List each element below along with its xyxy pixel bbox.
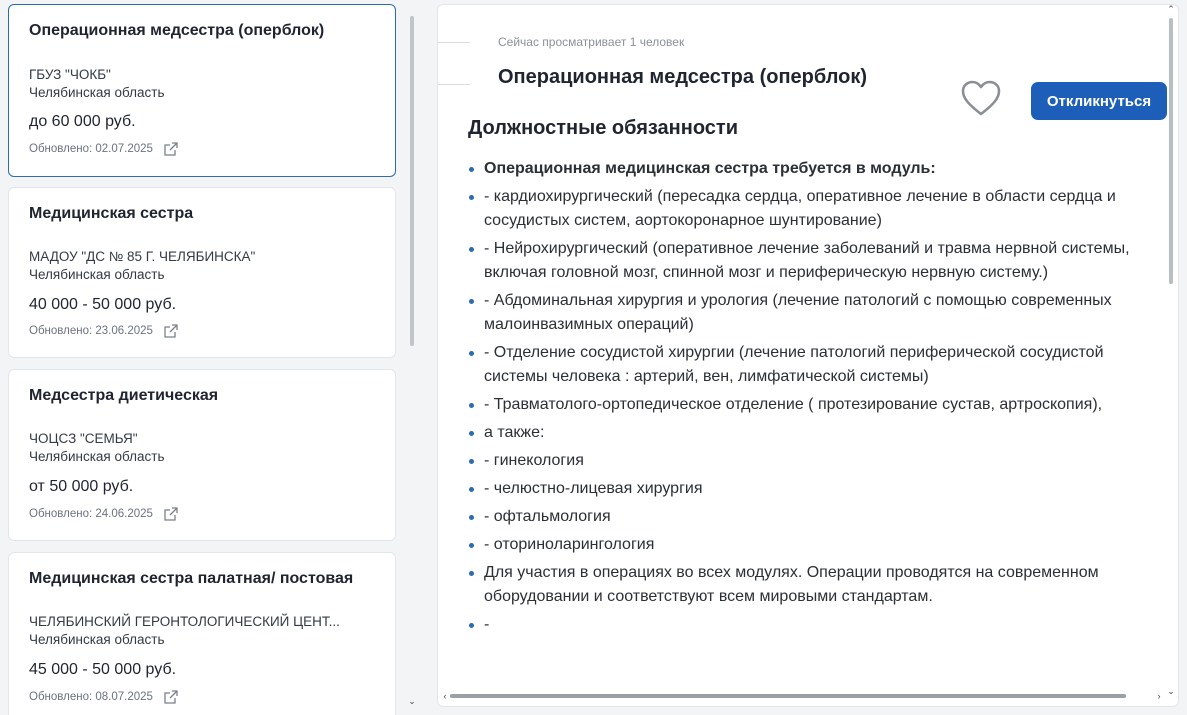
vacancy-updated-text: Обновлено: 02.07.2025 bbox=[29, 143, 153, 155]
scroll-right-arrow-icon[interactable]: › bbox=[1157, 691, 1161, 701]
detail-scrollbar-thumb[interactable] bbox=[1169, 18, 1173, 284]
heart-outline-icon[interactable] bbox=[960, 79, 1002, 119]
list-item: а также: bbox=[468, 421, 1148, 445]
divider bbox=[438, 42, 470, 43]
apply-button[interactable]: Откликнуться bbox=[1031, 82, 1167, 120]
vacancy-list bbox=[0, 0, 420, 715]
vacancy-card[interactable] bbox=[8, 369, 396, 541]
scroll-left-arrow-icon[interactable]: ‹ bbox=[443, 691, 447, 701]
viewers-count: Сейчас просматривает 1 человек bbox=[498, 35, 685, 49]
list-item: Для участия в операциях во всех модулях. Операции проводятся на современном оборудовании и соответствуют всем мировыми стандартам. bbox=[468, 561, 1148, 609]
horizontal-scrollbar-thumb[interactable] bbox=[450, 694, 1126, 698]
vacancy-updated bbox=[29, 506, 179, 522]
external-link-icon[interactable] bbox=[163, 323, 179, 339]
external-link-icon[interactable] bbox=[163, 689, 179, 705]
vacancy-region: Челябинская область bbox=[29, 449, 165, 464]
vacancy-updated-text: Обновлено: 08.07.2025 bbox=[29, 691, 153, 703]
vacancy-card[interactable] bbox=[8, 187, 396, 358]
list-item: - Нейрохирургический (оперативное лечение заболеваний и травма нервной системы, включая головной мозг, спинной мозг и периферическую нервную систему.) bbox=[468, 237, 1148, 285]
vacancy-updated bbox=[29, 323, 179, 339]
vacancy-card[interactable] bbox=[8, 552, 396, 715]
section-heading: Должностные обязанности bbox=[468, 117, 738, 139]
vacancy-region: Челябинская область bbox=[29, 85, 165, 100]
vacancy-title[interactable]: Медсестра диетическая bbox=[29, 387, 219, 404]
vacancy-updated bbox=[29, 141, 179, 157]
detail-scrollbar[interactable] bbox=[1164, 4, 1176, 696]
vacancy-detail-panel bbox=[437, 4, 1179, 707]
duties-list bbox=[468, 157, 1148, 641]
list-item: - кардиохирургический (пересадка сердца, оперативное лечение в области сердца и сосудистых систем, аортокоронарное шунтирование) bbox=[468, 185, 1148, 233]
scroll-down-arrow-icon[interactable]: ⌄ bbox=[408, 696, 416, 706]
vacancy-card[interactable] bbox=[8, 4, 396, 177]
page-title: Операционная медсестра (оперблок) bbox=[498, 66, 868, 88]
vacancy-title[interactable]: Медицинская сестра bbox=[29, 205, 194, 222]
vacancy-title[interactable]: Операционная медсестра (оперблок) bbox=[29, 22, 325, 39]
list-item: - Травматолого-ортопедическое отделение ( протезирование сустав, артроскопия), bbox=[468, 393, 1148, 417]
external-link-icon[interactable] bbox=[163, 141, 179, 157]
detail-horizontal-scrollbar[interactable] bbox=[440, 691, 1164, 701]
list-item: - Абдоминальная хирургия и урология (лечение патологий с помощью современных малоинвазимных операций) bbox=[468, 289, 1148, 337]
external-link-icon[interactable] bbox=[163, 506, 179, 522]
list-item: Операционная медицинская сестра требуется в модуль: bbox=[468, 157, 1148, 181]
list-scrollbar[interactable] bbox=[408, 6, 416, 706]
vacancy-region: Челябинская область bbox=[29, 632, 165, 647]
divider bbox=[438, 84, 470, 85]
list-item: - офтальмология bbox=[468, 505, 1148, 529]
vacancy-updated bbox=[29, 689, 179, 705]
vacancy-employer: ЧОЦСЗ "СЕМЬЯ" bbox=[29, 431, 138, 446]
list-item: - оториноларингология bbox=[468, 533, 1148, 557]
list-item: - гинекология bbox=[468, 449, 1148, 473]
vacancy-salary: до 60 000 руб. bbox=[29, 113, 136, 130]
vacancy-employer: МАДОУ "ДС № 85 Г. ЧЕЛЯБИНСКА" bbox=[29, 249, 256, 264]
list-item: - Отделение сосудистой хирургии (лечение патологий периферической сосудистой системы человека : артерий, вен, лимфатической системы) bbox=[468, 341, 1148, 389]
vacancy-region: Челябинская область bbox=[29, 267, 165, 282]
list-scrollbar-thumb[interactable] bbox=[410, 16, 414, 346]
vacancy-title[interactable]: Медицинская сестра палатная/ постовая bbox=[29, 570, 354, 587]
vacancy-updated-text: Обновлено: 24.06.2025 bbox=[29, 508, 153, 520]
list-item: - челюстно-лицевая хирургия bbox=[468, 477, 1148, 501]
scroll-up-arrow-icon[interactable]: ⌃ bbox=[1167, 4, 1175, 14]
vacancy-employer: ЧЕЛЯБИНСКИЙ ГЕРОНТОЛОГИЧЕСКИЙ ЦЕНТ... bbox=[29, 614, 340, 629]
vacancy-salary: 40 000 - 50 000 руб. bbox=[29, 296, 177, 313]
list-item: - bbox=[468, 613, 1148, 637]
scroll-down-arrow-icon[interactable]: ⌄ bbox=[1167, 686, 1175, 696]
vacancy-updated-text: Обновлено: 23.06.2025 bbox=[29, 325, 153, 337]
vacancy-employer: ГБУЗ "ЧОКБ" bbox=[29, 67, 111, 82]
vacancy-salary: 45 000 - 50 000 руб. bbox=[29, 661, 177, 678]
vacancy-salary: от 50 000 руб. bbox=[29, 478, 134, 495]
